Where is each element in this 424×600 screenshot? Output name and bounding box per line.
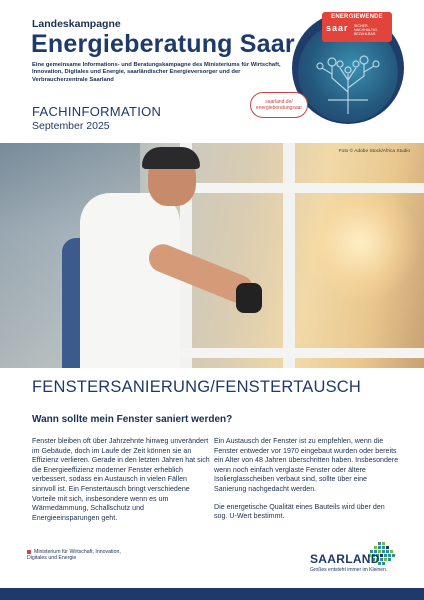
header xyxy=(0,0,424,143)
article-paragraph: Fenster bleiben oft über Jahrzehnte hinweg unverändert im Gebäude, doch im Laufe der Zeit können sie an Effizienz verlieren. Gerade in den letzten Jahren hat sich die Energieeffizienz moderner Fenster erheblich verbessert, sodass ein Austausch in vielen Fällen sinnvoll ist. Ein Fenstertausch bringt verschiedene Vorteile mit sich, insbesondere wenn es um Wärmedämmung, Schallschutz und Energieeinsparungen geht. xyxy=(32,437,210,522)
badge-title: ENERGIEWENDE xyxy=(331,14,383,20)
issue-date: September 2025 xyxy=(32,120,110,132)
ministry-name: Ministerium für Wirtschaft, Innovation, Digitales und Energie xyxy=(27,549,121,562)
photo-sunlight xyxy=(300,183,420,303)
url-line-2: energieberatungsaar xyxy=(255,105,303,112)
energiewende-badge xyxy=(322,12,392,42)
campaign-url[interactable] xyxy=(250,92,308,118)
photo-window-frame xyxy=(180,348,424,358)
photo-worker-cap xyxy=(142,147,200,169)
campaign-title: Energieberatung Saar xyxy=(31,30,295,58)
saarland-logo: SAARLAND xyxy=(310,552,380,566)
badge-tagline: SICHER. NACHHALTIG. BEZAHLBAR. xyxy=(354,24,378,36)
photo-window-frame xyxy=(180,183,424,193)
article-question: Wann sollte mein Fenster saniert werden? xyxy=(32,414,233,425)
url-line-1: saarland.de/ xyxy=(265,99,293,105)
article-paragraph: Ein Austausch der Fenster ist zu empfehlen, wenn die Fenster entweder vor 1970 eingebaut wurden oder bereits ein Alter von 48 Jahren überschritten haben. Insbesondere wenn noch einfach verglaste Fenster oder ältere Isolierglasscheiben verbaut sind, sollte über eine Sanierung nachgedacht werden. xyxy=(214,437,399,493)
article-column-left xyxy=(32,437,210,531)
ministry-logo xyxy=(27,549,137,561)
campaign-subtitle: Eine gemeinsame Informations- und Beratungskampagne des Ministeriums für Wirtschaft, Innovation, Digitales und Energie, saarländischer Energieversorger und der Verbraucherzentrale Saarland xyxy=(32,62,281,83)
photo-worker-glove xyxy=(236,283,262,313)
photo-credit: Foto © Adobe Stock/Africa Studio xyxy=(338,149,410,154)
article-paragraph: Die energetische Qualität eines Bauteils wird über den sog. U-Wert bestimmt. xyxy=(214,502,385,521)
campaign-kicker: Landeskampagne xyxy=(32,18,121,30)
badge-saar: saar xyxy=(326,23,349,33)
section-label: FACHINFORMATION xyxy=(32,104,162,119)
photo-worker-shirt xyxy=(80,193,180,368)
photo-window-frame xyxy=(283,143,295,368)
article-column-right xyxy=(214,437,400,530)
footer-bar xyxy=(0,588,424,600)
window-installation-photo xyxy=(0,143,424,368)
article-headline: FENSTERSANIERUNG/FENSTERTAUSCH xyxy=(32,378,362,396)
ministry-mark-icon xyxy=(27,550,31,554)
saarland-claim: Großes entsteht immer im Kleinen. xyxy=(310,567,388,573)
